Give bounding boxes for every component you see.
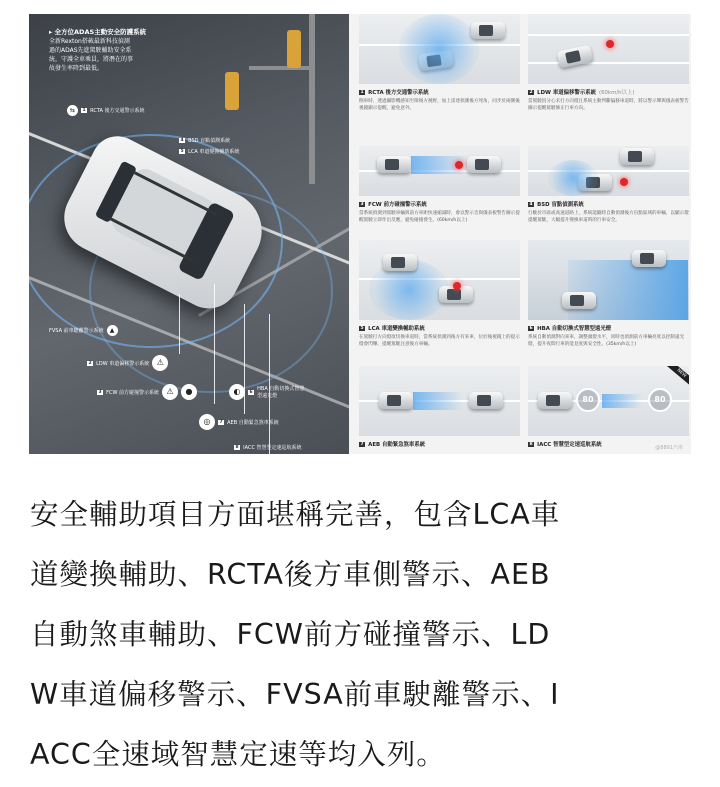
tag-hba: ◐ 6 HBA 自動切換式智慧型遠光燈 — [229, 384, 307, 400]
caption-line: 自動煞車輔助、FCW前方碰撞警示、LD — [30, 618, 551, 651]
intro-line: 過的ADAS先進駕駛輔助安全系 — [49, 47, 132, 54]
panel-title: 5 LCA 車道變換輔助系統 — [360, 325, 425, 332]
panel-hba — [528, 240, 689, 348]
panel-image — [528, 366, 689, 436]
panel-description: 倒車時，透過攝影機感知至障後方視野，加上雷達偵測後方死角，同步於兩側後視鏡顯示提醒，避免意外。 — [359, 99, 520, 111]
tag-fvsa: FVSA 前車駛離警示系統 ▲ — [49, 325, 118, 336]
tag-iacc: 8 IACC 智慧型定速巡航系統 — [235, 445, 302, 451]
panel-description: 在駕駛打方向燈欲切換車道時，當系統偵測到後方有來車，位於後視鏡上的提示燈會閃爍，提醒駕駛注意後方車輛。 — [359, 335, 520, 347]
panel-rcta — [359, 14, 520, 112]
intro-line: 統，守護全車乘員，將潛在的事 — [49, 56, 134, 63]
panel-title: 3 FCW 前方碰撞警示系統 — [360, 201, 427, 208]
panel-aeb — [359, 366, 520, 448]
panel-title: 6 HBA 自動切換式智慧型遠光燈 — [529, 325, 612, 332]
brochure-image — [29, 14, 691, 454]
panel-ldw — [528, 14, 689, 112]
panel-title: 7 AEB 自動緊急煞車系統 — [360, 441, 426, 448]
panel-description: 當系統偵測到駕駛車輛與前方車距快速縮減時，會以警示音與儀表板警告圖示提醒駕駛立即作出反應，避免碰撞發生。(60km/h以上) — [359, 211, 520, 223]
panel-title: 8 IACC 智慧型定速巡航系統 — [529, 441, 602, 448]
new-badge: NEW — [666, 366, 689, 387]
panel-description: 當駕駛因分心未打方向燈且系統主動判斷偏移車道時，將以警示聲與儀表板警告圖示提醒駕駛修正行車方向。 — [528, 99, 689, 111]
panel-bsd — [528, 146, 689, 224]
tag-rcta: ⇆ 1 RCTA 後方交通警示系統 — [67, 105, 145, 116]
intro-line: 故發生率降到最低。 — [49, 65, 104, 72]
panel-title: 4 BSD 盲點偵測系統 — [529, 201, 584, 208]
panel-description: 行駛於市區或高速道路上，系統能隨時自動偵測後方盲點區域的車輛，以顯示燈提醒駕駛，大幅提升變換車道時的行車安全。 — [528, 211, 689, 223]
panel-image — [359, 366, 520, 436]
panel-image — [359, 14, 520, 84]
traffic-signal-pole — [309, 14, 315, 184]
speed-sign: 80 — [648, 388, 672, 412]
caption-line: 安全輔助項目方面堪稱完善，包含LCA車 — [30, 498, 561, 531]
panel-description: 系統自動偵測對向來車，調整頭燈水平，同時也偵測前方車輛亮度以控制遠光燈，提升夜間行車的能見度與安全性。(35km/h以上) — [528, 335, 685, 347]
tag-lca: 5 LCA 車道變換輔助系統 — [180, 149, 240, 155]
traffic-light — [287, 30, 301, 68]
tag-fcw: 3 FCW 前方碰撞警示系統 ⚠ ● — [97, 384, 197, 400]
caption-line: 道變換輔助、RCTA後方車側警示、AEB — [30, 558, 551, 591]
tag-aeb: ◎ 7 AEB 自動緊急煞車系統 — [199, 414, 279, 430]
panel-image — [359, 146, 520, 196]
panel-image — [528, 146, 689, 196]
leader-line — [214, 284, 215, 404]
panel-title: 2 LDW 車道偏移警示系統 (60km/h以上) — [529, 89, 635, 96]
panel-title: 1 RCTA 後方交通警示系統 — [360, 89, 429, 96]
leader-line — [179, 294, 180, 354]
article-caption — [30, 485, 690, 785]
tag-ldw: 2 LDW 車道偏移警示系統 ⚠ — [87, 355, 168, 371]
panel-image — [359, 240, 520, 320]
panel-iacc — [528, 366, 689, 448]
speed-sign: 80 — [576, 388, 600, 412]
tag-bsd: 4 BSD 盲點偵測系統 — [180, 138, 231, 144]
watermark: @8891汽車 — [655, 445, 683, 451]
traffic-light — [225, 72, 239, 110]
intro-line: 全新Rexton搭載最新科技偵測 — [49, 38, 130, 45]
panel-lca — [359, 240, 520, 348]
intro-title: ▸ 全方位ADAS主動安全防護系統 — [49, 28, 147, 36]
panel-fcw — [359, 146, 520, 224]
caption-line: ACC全速域智慧定速等均入列。 — [30, 738, 446, 771]
panel-image — [528, 240, 689, 320]
traffic-signal-arm — [249, 66, 315, 70]
panel-image — [528, 14, 689, 84]
adas-overview-photo — [29, 14, 349, 454]
caption-line: W車道偏移警示、FVSA前車駛離警示、I — [30, 678, 560, 711]
intro-text — [49, 28, 199, 73]
